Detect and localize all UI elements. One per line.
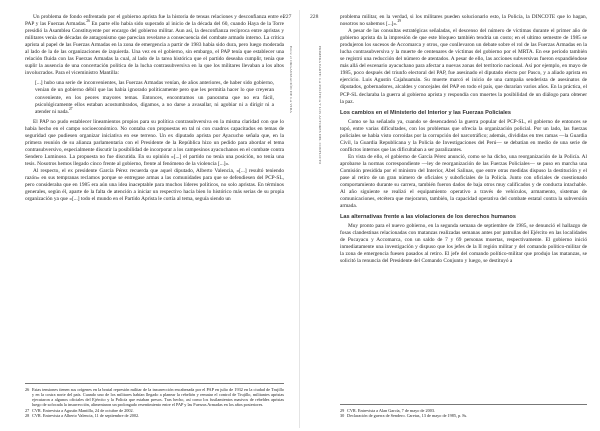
- left-footnotes: [25, 383, 284, 418]
- right-footnotes: [340, 404, 587, 418]
- footnote: 30 Declaración de guerra de Sendero. Caretas, 13 de mayo de 1985, p. 8s.: [340, 412, 468, 418]
- footnote: 27 CVR. Entrevista a Agustín Mantilla, 24 de octubre de 2002.: [25, 407, 134, 413]
- footnote-number: 27: [25, 407, 30, 413]
- left-running-head: Entre el ORGANIZACIÓN DE LA VIDA: [289, 46, 293, 114]
- right-paragraph-2: A pesar de las consultas estratégicas señaladas, el descenso del número de víctimas durante el primer año de gobierno aprista da la impresión de que este bloqueo también tendría un costo; en el ultimo semestre de 1985 se produjeron los sucesos de Accomarca y otros, que conllevaron un debate sobre el rol de las Fuerzas Armadas en la lucha contrasubversiva y la muerte de centenares de víctimas del gobierno por el MRTA. En ese periodo también se registró una reducción del número de atentados. A pesar de ello, las acciones subversivas fueron expandiéndose más allá del escenario ayacuchano para afectar a nuevas zonas del territorio nacional. Así por ejemplo, en mayo de 1985, poco después del triunfo electoral del PAP, fue asesinado el diputado electo por Pasco, y a aliado aprista en ejercicio. Luis Agustín Cajahuamán. Su muerte marcó el inicio de una campaña senderista de asesinatos de diputados, gobernadores, alcaldes y concejales del PAP en todo el país, que durarían varios años. En la práctica, el PCP-SL declaraba la guerra al gobierno aprista y respondía con muertes la posibilidad de un diálogo para obtener la paz.: [340, 28, 587, 105]
- right-running-head: PRIMERA PARTE: LA POLÍTICA Y LOS ACTORES DEL CONFLICTO: [318, 46, 322, 165]
- footnote-number: 26: [25, 386, 30, 392]
- right-paragraph-4: En vista de ello, el gobierno de García Pérez anunció, como se ha dicho, una reorganización de la Policía. Al aprobarse la normas correspondiente —ley de reorganización de las Fuerzas Policiales— se puso en marcha una Comisión presidida por el ministro del Interior, Abel Salinas, que entre otras medidas dispuso la destitución y el pase al retiro de un gran número de oficiales y suboficiales de la Policía. Junto con oficiales de cuestionado comportamiento durante su carrera, también fueron dados de baja otros muy calificados y de conducta intachable. Al año siguiente se realizó el equipamiento operativo a través de vehículos, armamento, sistemas de comunicaciones, etcétera que mejoraron, también, la capacidad operativa del combate estatal contra la subversión armada.: [340, 153, 587, 210]
- right-paragraph-1: problema militar, en la verdad, si los militares pueden solucionarlo esto, la Policía, la DINCOTE que lo hagan, nosotros no sabemos [...]».$^{29}$: [340, 14, 587, 28]
- left-page: [25, 14, 284, 418]
- left-paragraph-1: Un problema de fondo enfrentado por el gobierno aprista fue la historia de tensas relaciones y desconfianza entre el PAP y las Fuerzas Armadas.$^{26}$ En parte ello había sido superado al inicio de la década del 60, cuando Haya de la Torre presidió la Asamblea Constituyente por encargo del gobierno militar. Aun así, la desconfianza recíproca entre apristas y militares venía de décadas de antagonismo que parecían revelarse a consecuencia del combate armado interno. La crítica aprista al papel de las Fuerzas Armadas en la zona de emergencia a partir de 1983 había sido dura, pero luego moderada al lado de la de las organizaciones de izquierda. Una vez en el gobierno, sin embargo, el PAP tenía que establecer una relación fluida con las Fuerzas Armadas la cual, al lado de la tarea histórica que el partido deseaba cumplir, tenía que suplir la ausencia de una concertación política de la lucha contrasubversiva en la que los militares llevaban a los altos involucrados. Para el viceministro Mantilla:: [25, 14, 284, 77]
- section-heading: Las alternativas frente a las violaciones de los derechos humanos: [340, 214, 516, 221]
- left-page-number: 227: [283, 14, 292, 20]
- footnote: 29 CVR. Entrevista a Alan García, 7 de mayo de 2003.: [340, 407, 436, 413]
- right-page-number: 228: [310, 14, 319, 20]
- right-paragraph-5: Muy pronto para el nuevo gobierno, en la segunda semana de septiembre de 1985, se denunció el hallazgo de fosas clandestinas relacionadas con matanzas realizadas semanas antes por patrullas del Ejército en las localidades de Pucayacu y Accomarca, con un saldo de 7 y 69 personas muertas, respectivamente. El gobierno inició inmediatamente una investigación y dispuso que los jefes de la II región militar y del comando político-militar de la zona de emergencia fuesen pasados al retiro. El jefe del comando político-militar que produjo las matanzas, se solicitó la renuncia del Presidente del Comando Conjunto y luego, se destituyó a: [340, 223, 587, 265]
- left-block-quote: [...] hubo una serie de inconvenientes, las Fuerzas Armadas venían, de años anteriores, de haber sido gobierno, venían de un gobierno débil que las había ignorado políticamente pero que les permitía hacer lo que creyeran conveniente, en los peores mayores temas. Entonces, encontramos un panorama que no era fácil, psicológicamente ellos estaban acostumbrados, digamos, a no darse a avasallar, ni agobiar ni a dirigir ni a atender ni nada.$^{27}$: [35, 80, 274, 115]
- page-gutter: [299, 10, 300, 428]
- right-page: [340, 14, 587, 418]
- left-paragraph-2: El PAP no pudo establecer lineamientos propios para su política contrasubversiva en la misma claridad con que lo había hecho en el campo socioeconómico. No contaba con propuestas en tal ni con cuadros capacitados en temas de seguridad que pudiesen organizar iniciativa en ese terreno. Un ex diputado aprista por Ayacucho señala que, en la primera reunión de su alianza parlamentaria con el Presidente de la República hizo un pedido para abordar el tema contrasubversivo, especialmente discutir la posibilidad de incorporar a los campesinos ayacuchanos en el combate contra Sendero Luminoso. La propuesta no fue discutida. En su opinión «[...] el partido no tenía una posición, no tenía una tesis. Nosotros hemos llegado cinco frente al gobierno, frente al fenómeno de la violencia [...]».: [25, 118, 284, 167]
- footnote: 28 CVR. Entrevista a Alberto Valencia, 11 de septiembre de 2002.: [25, 412, 140, 418]
- section-heading: Los cambios en el Ministerio del Interior y las Fuerzas Policiales: [340, 109, 511, 116]
- left-paragraph-3: Al respecto, el ex presidente García Pérez recuerda que aquel diputado, Alberto Valencia, «[...] resultó teniendo razón» en sus tempranas reclamos porque se entregase armas a las comunidades para que se defendiesen del PCP-SL, pero consideraba que en 1985 era aún una idea inaceptable para muchos líderes políticos, no solo apristas. En términos generales, según él, aparte de la falta de atención a iniciar un respectivo hacia bien lo histórico más serias de su propia organización ya que «[...] todo el mundo en el Partido Aprista le cortía al tema, seguía siendo un: [25, 167, 284, 203]
- footnote-number: 29: [340, 407, 345, 413]
- footnote-number: 28: [25, 412, 30, 418]
- right-paragraph-3: Como se ha señalado ya, cuando se desencadenó la guerra popular del PCP-SL, el gobierno de entonces se topó, entre varias dificultades, con los problemas que ofrecía la organización policial. Por un lado, las fuerzas policiales se había visto corroídas por la corrupción del narcotráfico; además, divididas en tres ramas —la Guardia Civil, la Guardia Republicana y la Policía de Investigaciones del Perú— se debatían en medio de una serie de conflictos internos que las dificultaban a ser paralizantes.: [340, 118, 587, 153]
- footnote-number: 30: [340, 412, 345, 418]
- footnote: 26 Estas tensiones tienen sus orígenes en la brutal represión militar de la insurrección encabezada por el PAP en julio de 1932 en la ciudad de Trujillo y en la costra norte del país. Cuando uno de los militares habían llegado a planear la rebelión y rematar el control de Trujillo, militantes apristas ejecutaron a algunos oficiales del Ejército y la Policía que estaban presos. Tras hecho, así como los fusilamientos masivos de rebeldes apristas luego de sofocada la insurrección, alimentaron un prolongado resentimiento entre el PAP y las Fuerzas Armadas en los años posteriores.: [25, 386, 284, 408]
